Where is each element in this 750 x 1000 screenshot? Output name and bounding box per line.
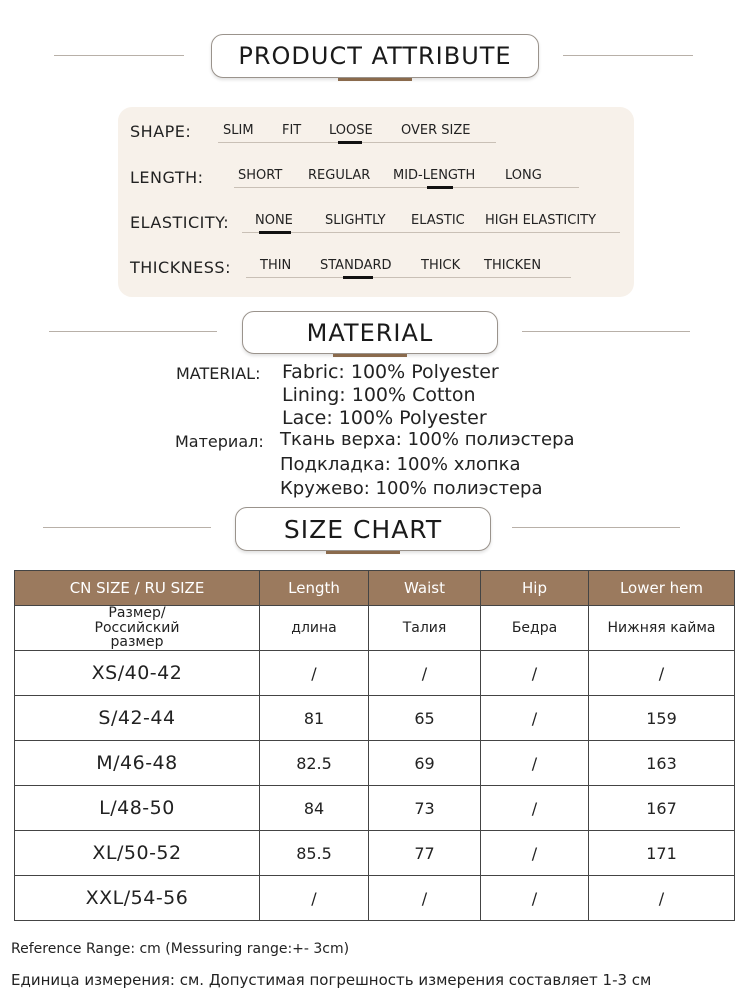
table-cell: 163 [589,741,735,786]
material-label-ru: Материал: [175,432,264,451]
table-cell: 167 [589,786,735,831]
attribute-label: SHAPE: [130,122,192,141]
table-subheader-cell: Бедра [481,606,589,651]
table-cell: / [260,876,369,921]
size-table [14,570,735,921]
divider-right [512,527,680,528]
table-cell: / [481,876,589,921]
table-cell: 65 [369,696,481,741]
table-cell: / [481,651,589,696]
table-cell-size: S/42-44 [15,696,260,741]
table-cell: 73 [369,786,481,831]
table-cell: / [260,651,369,696]
table-header-row [15,571,735,606]
attribute-option: SLIGHTLY [325,213,386,228]
table-row [15,786,735,831]
attribute-option: LONG [505,168,542,183]
attribute-option: ELASTIC [411,213,465,228]
title-underline [326,551,400,554]
attribute-option: REGULAR [308,168,371,183]
material-line: Fabric: 100% Polyester [282,361,499,383]
attribute-row-line [246,277,571,278]
selected-marker [338,141,362,144]
table-cell: / [589,876,735,921]
table-header-cell: Length [260,571,369,606]
material-heading [242,311,498,354]
table-row [15,696,735,741]
table-cell: / [369,876,481,921]
table-cell: 81 [260,696,369,741]
table-cell: / [481,696,589,741]
attribute-row-thickness [118,255,634,285]
attribute-option: SLIM [223,123,254,138]
attribute-label: LENGTH: [130,168,204,187]
product-attribute-heading [211,34,539,78]
selected-marker [427,186,453,189]
attribute-option: SHORT [238,168,283,183]
table-cell: 77 [369,831,481,876]
table-cell-size: XL/50-52 [15,831,260,876]
title-underline [333,354,407,357]
attribute-row-elasticity [118,210,634,240]
attribute-row-line [242,232,620,233]
divider-left [54,55,184,56]
table-row [15,741,735,786]
table-cell: 84 [260,786,369,831]
table-subheader-cell: Размер/Российский размер [15,606,260,651]
product-attribute-title: PRODUCT ATTRIBUTE [238,42,512,70]
divider-right [522,331,690,332]
table-subheader-cell: Талия [369,606,481,651]
material-line: Кружево: 100% полиэстера [280,478,543,499]
attribute-row-line [234,187,579,188]
material-label-en: MATERIAL: [176,364,261,383]
table-row [15,651,735,696]
table-cell: / [589,651,735,696]
attribute-row-length [118,165,634,195]
attribute-option: THICK [421,258,461,273]
table-cell: 171 [589,831,735,876]
attribute-label: THICKNESS: [130,258,231,277]
attribute-option: LOOSE [329,123,373,138]
reference-note-ru: Единица измерения: см. Допустимая погрешность измерения составляет 1-3 см [11,971,652,989]
table-header-cell: CN SIZE / RU SIZE [15,571,260,606]
material-title: MATERIAL [306,318,434,347]
attribute-option: HIGH ELASTICITY [485,213,597,228]
material-line: Подкладка: 100% хлопка [280,454,521,475]
selected-marker [343,276,373,279]
table-subheader-cell: длина [260,606,369,651]
table-row [15,876,735,921]
table-header-cell: Lower hem [589,571,735,606]
divider-right [563,55,693,56]
attribute-option: NONE [255,213,293,228]
attribute-option: OVER SIZE [401,123,471,138]
attribute-option: THICKEN [484,258,542,273]
material-line: Lace: 100% Polyester [282,407,487,429]
table-cell: / [481,741,589,786]
table-cell: 82.5 [260,741,369,786]
divider-left [49,331,217,332]
attribute-label: ELASTICITY: [130,213,230,232]
material-line: Lining: 100% Cotton [282,384,476,406]
table-row [15,831,735,876]
attribute-option: MID-LENGTH [393,168,476,183]
table-cell: 159 [589,696,735,741]
title-underline [338,78,412,81]
table-header-cell: Hip [481,571,589,606]
table-cell-size: L/48-50 [15,786,260,831]
table-cell-size: XS/40-42 [15,651,260,696]
divider-left [43,527,211,528]
size-chart-heading [235,507,491,551]
reference-note-en: Reference Range: cm (Messuring range:+- 3cm) [11,941,350,957]
selected-marker [259,231,291,234]
table-cell-size: XXL/54-56 [15,876,260,921]
table-subheader-cell: Нижняя кайма [589,606,735,651]
table-cell-size: M/46-48 [15,741,260,786]
table-cell: 85.5 [260,831,369,876]
attribute-option: STANDARD [320,258,392,273]
material-line: Ткань верха: 100% полиэстера [280,429,575,450]
table-cell: / [481,786,589,831]
table-header-cell: Waist [369,571,481,606]
table-cell: / [369,651,481,696]
size-chart-title: SIZE CHART [283,514,443,544]
table-subheader-row [15,606,735,651]
attribute-panel [118,107,634,297]
table-cell: / [481,831,589,876]
attribute-option: THIN [260,258,292,273]
attribute-row-shape [118,120,634,150]
table-cell: 69 [369,741,481,786]
attribute-option: FIT [282,123,302,138]
